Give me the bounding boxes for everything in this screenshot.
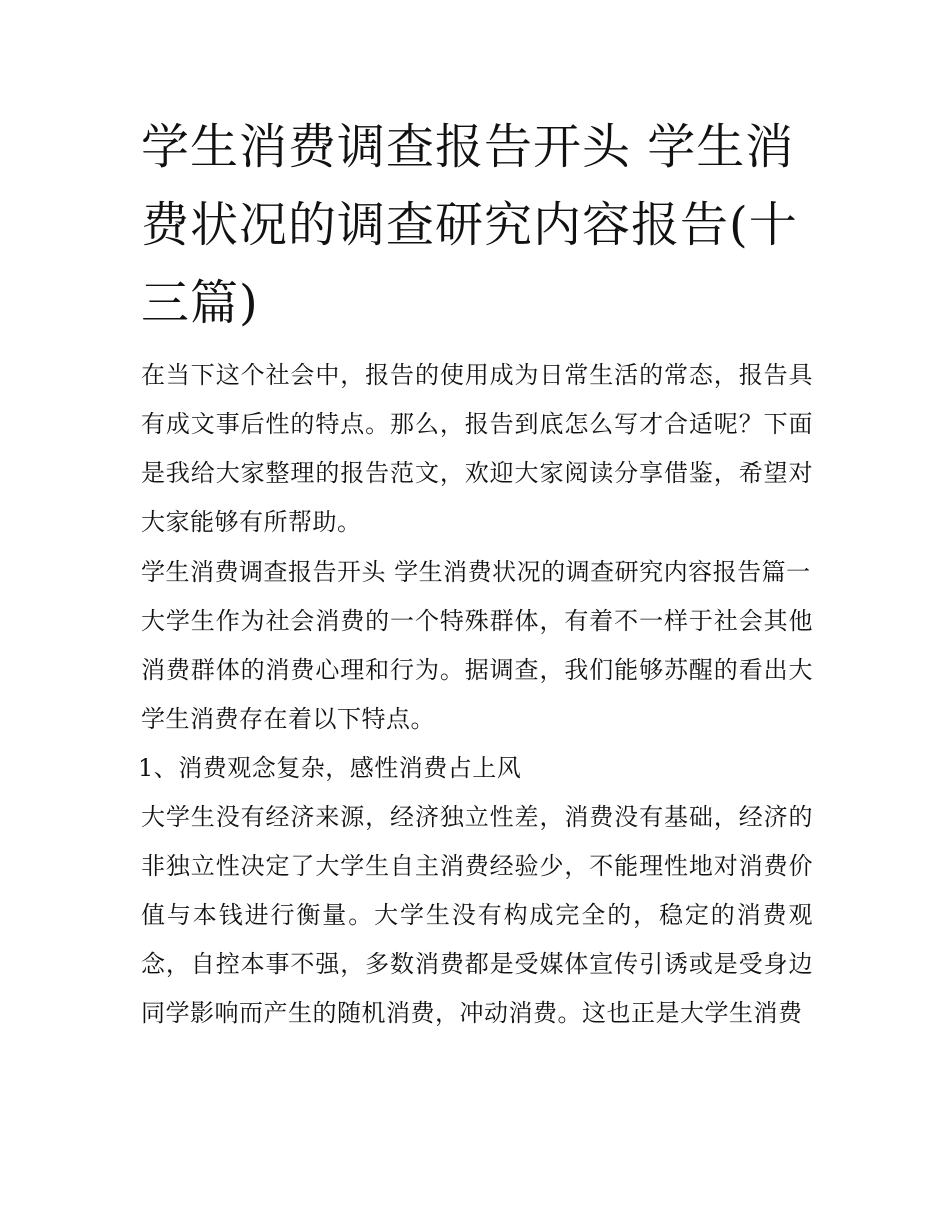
document-page [138, 108, 813, 1038]
intro-paragraph: 在当下这个社会中，报告的使用成为日常生活的常态，报告具有成文事后性的特点。那么，报告到底怎么写才合适呢？下面是我给大家整理的报告范文，欢迎大家阅读分享借鉴，希望对大家能够有所帮助。 [141, 361, 813, 536]
point-heading: 1、消费观念复杂，感性消费占上风 [138, 754, 522, 782]
section-heading: 学生消费调查报告开头 学生消费状况的调查研究内容报告篇一 [141, 558, 811, 586]
body-paragraph: 大学生作为社会消费的一个特殊群体，有着不一样于社会其他消费群体的消费心理和行为。据调查，我们能够苏醒的看出大学生消费存在着以下特点。 [141, 607, 813, 733]
document-title: 学生消费调查报告开头 学生消费状况的调查研究内容报告(十三篇) [141, 119, 798, 331]
body-paragraph: 大学生没有经济来源，经济独立性差，消费没有基础，经济的非独立性决定了大学生自主消费经验少，不能理性地对消费价值与本钱进行衡量。大学生没有构成完全的，稳定的消费观念，自控本事不强，多数消费都是受媒体宣传引诱或是受身边同学影响而产生的随机消费，冲动消费。这也正是大学生消费 [141, 803, 813, 1027]
